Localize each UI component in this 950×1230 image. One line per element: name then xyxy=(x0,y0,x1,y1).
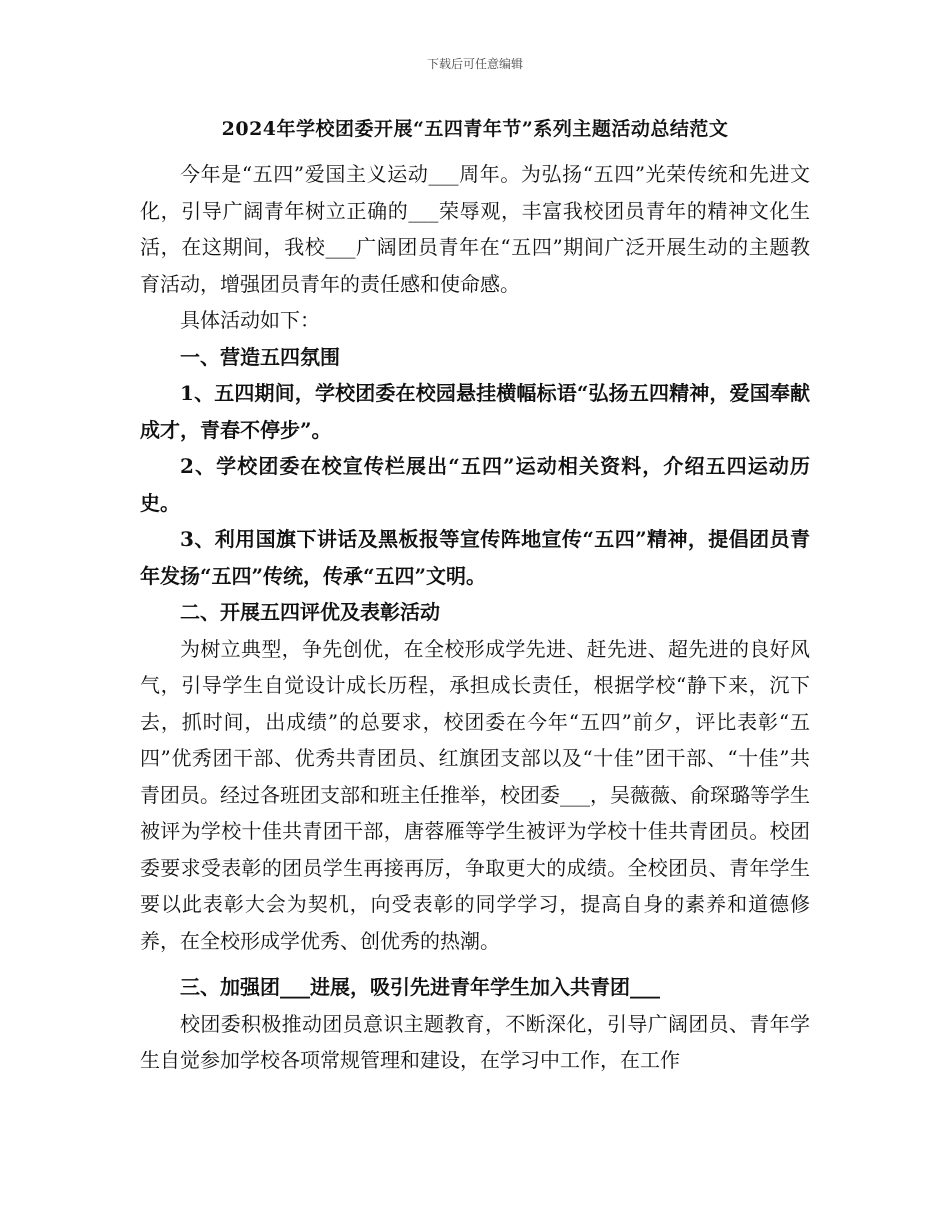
section-2-paragraph: 为树立典型，争先创优，在全校形成学先进、赶先进、超先进的良好风气，引导学生自觉设计成长历程，承担成长责任，根据学校“静下来，沉下去，抓时间，出成绩”的总要求，校团委在今年“五四”前夕，评比表彰“五四”优秀团干部、优秀共青团员、红旗团支部以及“十佳”团干部、“十佳”共青团员。经过各班团支部和班主任推举，校团委___，吴薇薇、俞琛璐等学生被评为学校十佳共青团干部，唐蓉雁等学生被评为学校十佳共青团员。校团委要求受表彰的团员学生再接再厉，争取更大的成绩。全校团员、青年学生要以此表彰大会为契机，向受表彰的同学学习，提高自身的素养和道德修养，在全校形成学优秀、创优秀的热潮。 xyxy=(140,636,810,953)
list-item-1: 1、五四期间，学校团委在校园悬挂横幅标语“弘扬五四精神，爱国奉献成才，青春不停步”。 xyxy=(140,381,810,442)
intro-paragraph: 今年是“五四”爱国主义运动___周年。为弘扬“五四”光荣传统和先进文化，引导广阔青年树立正确的___荣辱观，丰富我校团员青年的精神文化生活，在这期间，我校___广阔团员青年在“五四”期间广泛开展生动的主题教育活动，增强团员青年的责任感和使命感。 xyxy=(140,162,810,296)
document-body xyxy=(140,156,810,1079)
document-title: 2024年学校团委开展“五四青年节”系列主题活动总结范文 xyxy=(221,118,729,140)
section-heading-3: 三、加强团___进展，吸引先进青年学生加入共青团___ xyxy=(180,975,660,999)
header-note: 下载后可任意编辑 xyxy=(426,57,523,71)
section-3-paragraph: 校团委积极推动团员意识主题教育，不断深化，引导广阔团员、青年学生自觉参加学校各项常规管理和建设，在学习中工作，在工作 xyxy=(140,1011,810,1072)
section-heading-2: 二、开展五四评优及表彰活动 xyxy=(180,600,440,624)
activities-intro: 具体活动如下： xyxy=(180,308,320,332)
list-item-3: 3、利用国旗下讲话及黑板报等宣传阵地宣传“五四”精神，提倡团员青年发扬“五四”传统，传承“五四”文明。 xyxy=(140,527,810,588)
section-heading-1: 一、营造五四氛围 xyxy=(180,344,340,369)
list-item-2: 2、学校团委在校宣传栏展出“五四”运动相关资料，介绍五四运动历史。 xyxy=(140,454,810,515)
